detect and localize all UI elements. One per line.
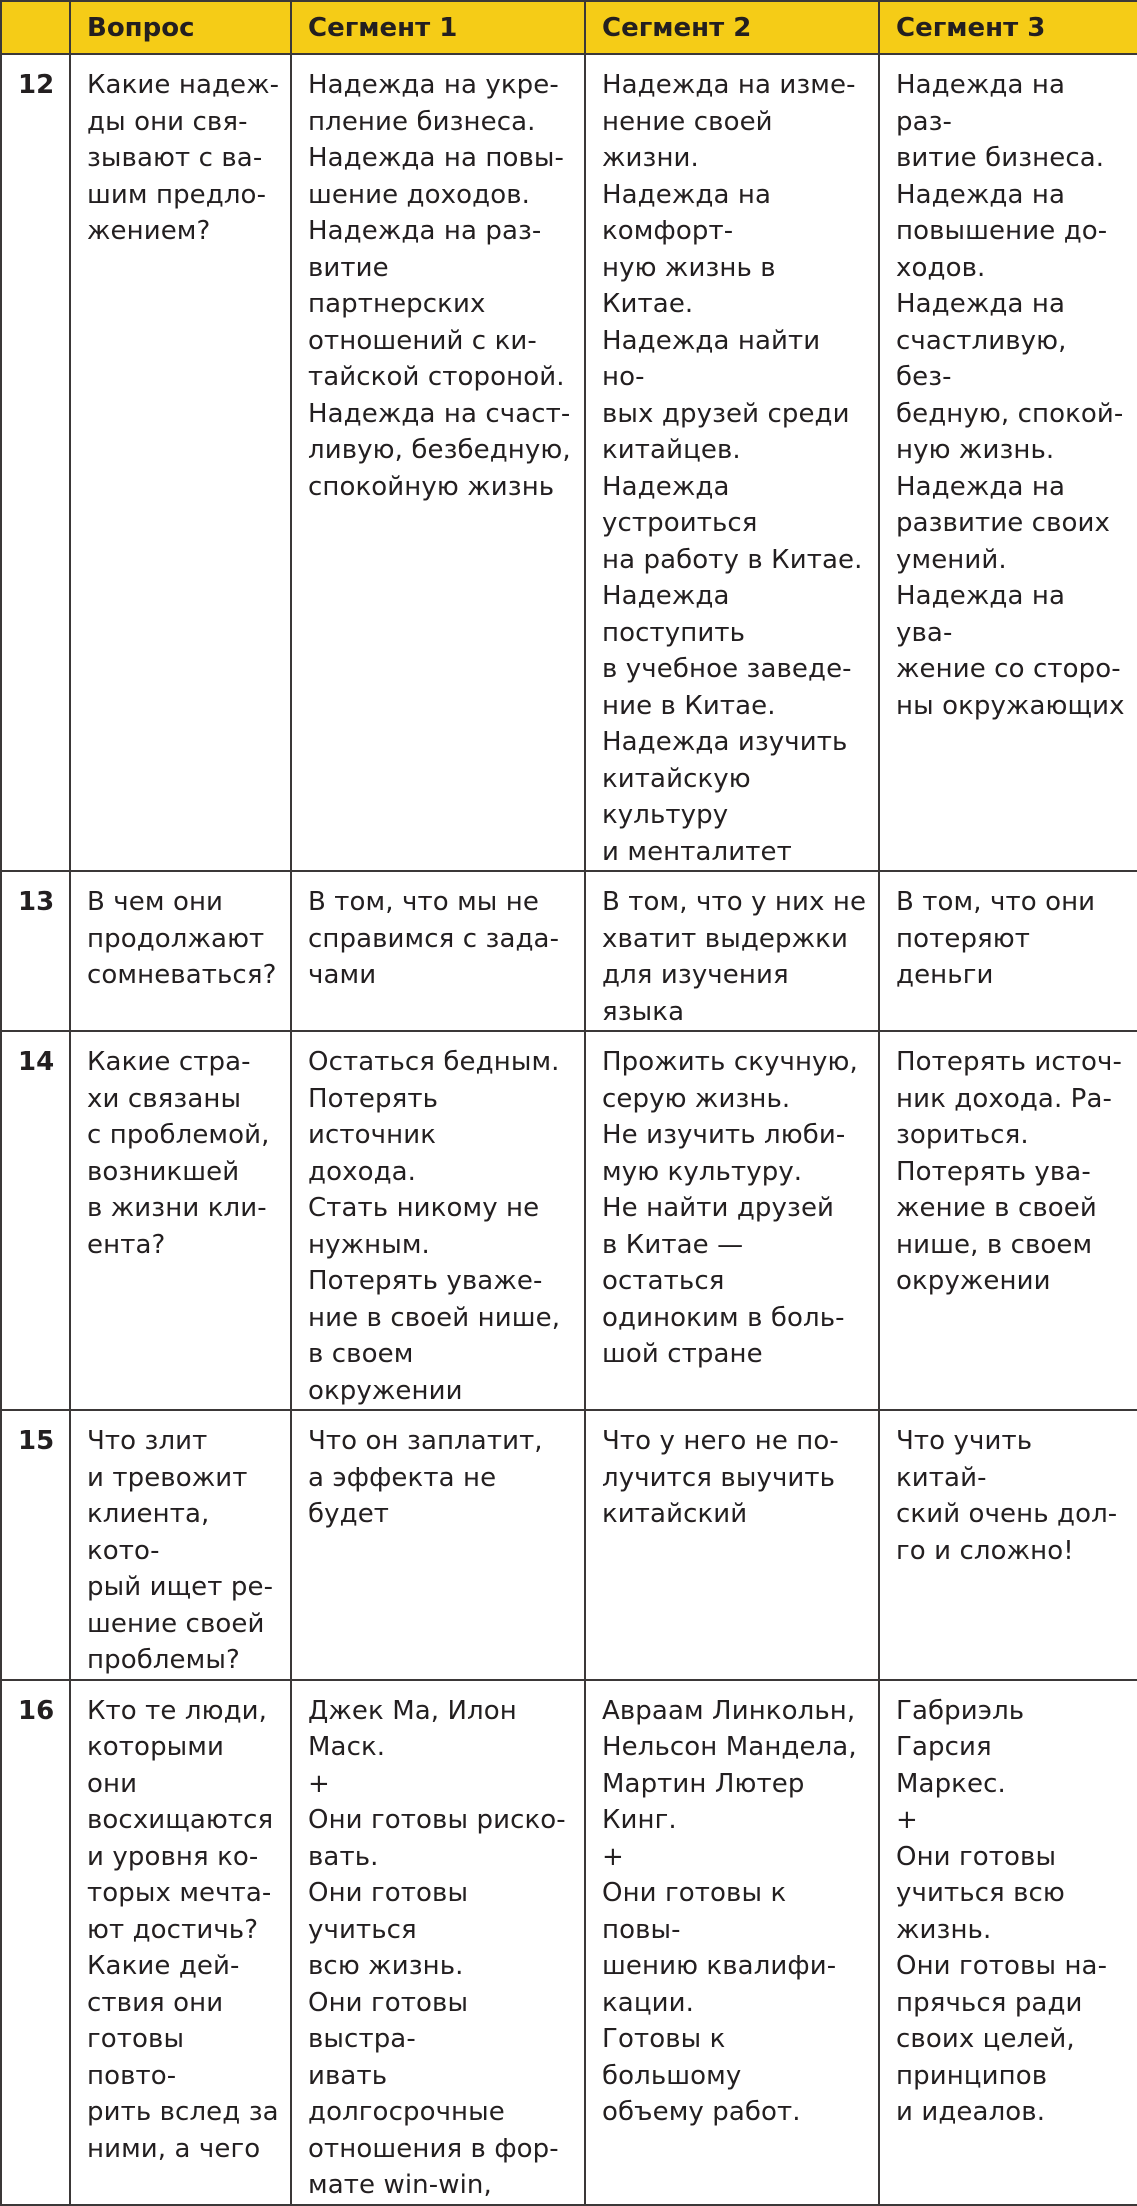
table-row [1, 1410, 1137, 1680]
segment-3-cell: Потерять источ- ник дохода. Ра- зориться. Потерять ува- жение в своей нише, в своем окружении [879, 1031, 1137, 1410]
row-number: 16 [1, 1680, 70, 2205]
segment-2-cell: Прожить скучную, серую жизнь. Не изучить люби- мую культуру. Не найти друзей в Китае — остаться одиноким в боль- шой стране [585, 1031, 879, 1410]
table-header-row [1, 1, 1137, 54]
segment-3-cell: В том, что они потеряют деньги [879, 871, 1137, 1031]
header-segment-2: Сегмент 2 [585, 1, 879, 54]
question-cell: Что злит и тревожит клиента, кото- рый ищет ре- шение своей проблемы? [70, 1410, 291, 1680]
segment-2-cell: В том, что у них не хватит выдержки для изучения языка [585, 871, 879, 1031]
row-number: 13 [1, 871, 70, 1031]
header-segment-1: Сегмент 1 [291, 1, 585, 54]
segment-1-cell: Джек Ма, Илон Маск. + Они готовы риско- вать. Они готовы учиться всю жизнь. Они готовы выстра- ивать долгосрочные отношения в фор- мате win-win, [291, 1680, 585, 2205]
question-cell: Какие стра- хи связаны с проблемой, возникшей в жизни кли- ента? [70, 1031, 291, 1410]
header-question: Вопрос [70, 1, 291, 54]
table-row [1, 1680, 1137, 2205]
segment-2-cell: Надежда на изме- нение своей жизни. Надежда на комфорт- ную жизнь в Китае. Надежда найти но- вых друзей среди китайцев. Надежда устроиться на работу в Китае. Надежда поступить в учебное заведе- ние в Китае. Надежда изучить китайскую культуру и менталитет [585, 54, 879, 871]
question-cell: В чем они продолжают сомневаться? [70, 871, 291, 1031]
header-segment-3: Сегмент 3 [879, 1, 1137, 54]
row-number: 14 [1, 1031, 70, 1410]
table-row [1, 1031, 1137, 1410]
segment-1-cell: Остаться бедным. Потерять источник дохода. Стать никому не нужным. Потерять уваже- ние в своей нише, в своем окружении [291, 1031, 585, 1410]
question-cell: Какие надеж- ды они свя- зывают с ва- шим предло- жением? [70, 54, 291, 871]
row-number: 15 [1, 1410, 70, 1680]
header-number-cell [1, 1, 70, 54]
table-row [1, 54, 1137, 871]
table-row [1, 871, 1137, 1031]
segment-2-cell: Авраам Линкольн, Нельсон Мандела, Мартин Лютер Кинг. + Они готовы к повы- шению квалифи- кации. Готовы к большому объему работ. [585, 1680, 879, 2205]
segment-3-cell: Надежда на раз- витие бизнеса. Надежда на повышение до- ходов. Надежда на счастливую, без- бедную, спокой- ную жизнь. Надежда на развитие своих умений. Надежда на ува- жение со сторо- ны окружающих [879, 54, 1137, 871]
segment-2-cell: Что у него не по- лучится выучить китайский [585, 1410, 879, 1680]
row-number: 12 [1, 54, 70, 871]
segment-1-cell: В том, что мы не справимся с зада- чами [291, 871, 585, 1031]
segment-1-cell: Что он заплатит, а эффекта не будет [291, 1410, 585, 1680]
segment-3-cell: Что учить китай- ский очень дол- го и сложно! [879, 1410, 1137, 1680]
segment-1-cell: Надежда на укре- пление бизнеса. Надежда на повы- шение доходов. Надежда на раз- витие партнерских отношений с ки- тайской стороной. Надежда на счаст- ливую, безбедную, спокойную жизнь [291, 54, 585, 871]
question-cell: Кто те люди, которыми они восхищаются и уровня ко- торых мечта- ют достичь? Какие дей- ствия они готовы повто- рить вслед за ними, а чего [70, 1680, 291, 2205]
segment-3-cell: Габриэль Гарсия Маркес. + Они готовы учиться всю жизнь. Они готовы на- прячься ради своих целей, принципов и идеалов. [879, 1680, 1137, 2205]
